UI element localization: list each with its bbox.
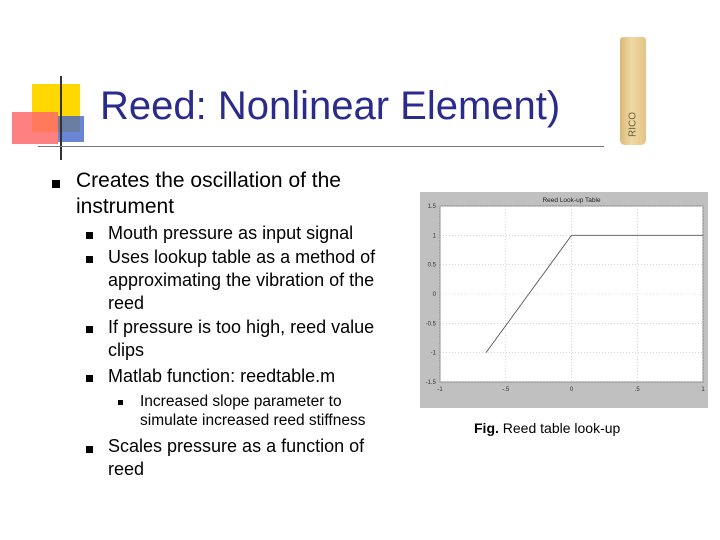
bullet-creates-oscillation: Creates the oscillation of the instrument [76, 169, 341, 218]
y-tick-label: 1 [432, 233, 436, 240]
y-tick-label: 0.5 [427, 262, 436, 269]
figure-caption [474, 420, 620, 436]
bullet-pressure-clips: If pressure is too high, reed value clips [108, 317, 375, 360]
bullet-marker [118, 400, 123, 405]
slide-title: Reed: Nonlinear Element) [100, 84, 561, 128]
bullet-marker [86, 256, 93, 263]
x-tick-label: 1 [701, 387, 705, 393]
logo-red-square [12, 112, 58, 144]
bullet-slope-parameter: Increased slope parameter to simulate increased reed stiffness [140, 393, 366, 429]
title-underline [38, 146, 604, 147]
chart-title: Reed Look-up Table [542, 197, 601, 204]
caption-label: Fig. [474, 420, 499, 436]
bullet-scales-pressure: Scales pressure as a function of reed [108, 436, 365, 479]
y-tick-label: -1 [430, 350, 436, 357]
bullet-marker [86, 375, 93, 382]
x-tick-label: -.5 [502, 387, 510, 393]
y-tick-label: -0.5 [425, 321, 436, 328]
y-tick-label: -1.5 [425, 380, 436, 386]
x-tick-label: .5 [634, 387, 640, 393]
bullet-mouth-pressure: Mouth pressure as input signal [108, 223, 354, 243]
bullet-lookup-table: Uses lookup table as a method of approximating the vibration of the reed [108, 247, 376, 313]
y-tick-label: 0 [432, 292, 436, 298]
logo-vertical-line [60, 76, 62, 160]
reed-label: RICO [627, 112, 639, 137]
bullet-marker [86, 232, 93, 239]
reed-table-chart [420, 192, 708, 408]
x-tick-label: -1 [437, 387, 443, 393]
x-tick-label: 0 [569, 387, 574, 393]
bullet-marker [86, 446, 93, 453]
y-tick-label: 1.5 [427, 204, 436, 210]
caption-text: Reed table look-up [498, 420, 621, 436]
bullet-matlab-function: Matlab function: reedtable.m [108, 366, 336, 386]
chart-svg [420, 192, 708, 408]
reed-image [620, 37, 646, 145]
bullet-marker [52, 180, 60, 188]
bullet-marker [86, 326, 93, 333]
